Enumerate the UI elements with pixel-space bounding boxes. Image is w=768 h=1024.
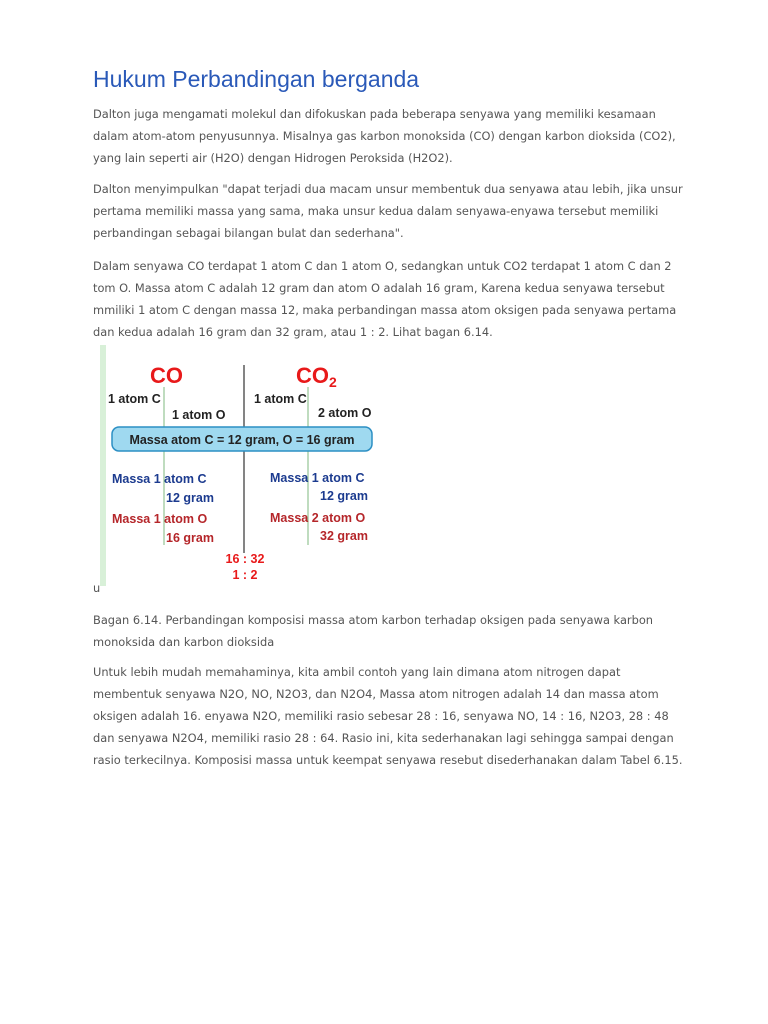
co2-subscript: 2 [329, 374, 337, 390]
co2-formula: CO2 [296, 363, 337, 390]
co-formula: CO [150, 363, 183, 388]
right-mass-o-label: Massa 2 atom O [270, 511, 366, 525]
right-mass-c-value: 12 gram [320, 489, 368, 503]
stray-letter: u [93, 581, 101, 595]
right-atom-o: 2 atom O [318, 406, 372, 420]
figure-caption: Bagan 6.14. Perbandingan komposisi massa atom karbon terhadap oksigen pada senyawa karbon monoksida dan karbon dioksida [93, 613, 654, 649]
right-mass-o-value: 32 gram [320, 529, 368, 543]
mass-banner-text: Massa atom C = 12 gram, O = 16 gram [129, 433, 355, 447]
paragraph-co-example: Dalam senyawa CO terdapat 1 atom C dan 1 atom O, sedangkan untuk CO2 terdapat 1 atom C dan 2 tom O. Massa atom C adalah 12 gram dan atom O adalah 16 gram, Karena kedua senyawa tersebut mmiliki 1 atom C dengan massa 12, maka perbandingan massa atom oksigen pada senyawa pertama dan kedua adalah 16 gram dan 32 gram, atau 1 : 2. Lihat bagan 6.14. [93, 259, 677, 339]
left-atom-c: 1 atom C [108, 392, 161, 406]
paragraph-nitrogen-example: Untuk lebih mudah memahaminya, kita ambil contoh yang lain dimana atom nitrogen dapat membentuk senyawa N2O, NO, N2O3, dan N2O4, Massa atom nitrogen adalah 14 dan massa atom oksigen adalah 16. enyawa N2O, memiliki rasio sebesar 28 : 16, senyawa NO, 14 : 16, N2O3, 28 : 48 dan senyawa N2O4, memiliki rasio 28 : 64. Rasio ini, kita sederhanakan lagi sehingga sampai dengan rasio terkecilnya. Komposisi massa untuk keempat senyawa resebut disederhanakan dalam Tabel 6.15. [93, 665, 683, 767]
left-strip [100, 345, 106, 586]
right-atom-c: 1 atom C [254, 392, 307, 406]
ratio-simple: 1 : 2 [232, 568, 258, 582]
paragraph-dalton-observation: Dalton juga mengamati molekul dan difokuskan pada beberapa senyawa yang memiliki kesamaan dalam atom-atom penyusunnya. Misalnya gas karbon monoksida (CO) dengan karbon dioksida (CO2), yang lain seperti air (H2O) dengan Hidrogen Peroksida (H2O2). [93, 107, 676, 165]
paragraph-dalton-conclusion: Dalton menyimpulkan "dapat terjadi dua macam unsur membentuk dua senyawa atau lebih, jika unsur pertama memiliki massa yang sama, maka unsur kedua dalam senyawa-enyawa tersebut memiliki perbandingan sebagai bilangan bulat dan sederhana". [93, 182, 683, 240]
left-mass-o-label: Massa 1 atom O [112, 512, 208, 526]
ratio-full: 16 : 32 [225, 552, 265, 566]
co-co2-diagram [100, 345, 387, 586]
left-mass-c-label: Massa 1 atom C [112, 472, 207, 486]
left-mass-c-value: 12 gram [166, 491, 214, 505]
left-mass-o-value: 16 gram [166, 531, 214, 545]
right-mass-c-label: Massa 1 atom C [270, 471, 365, 485]
page-title: Hukum Perbandingan berganda [93, 66, 420, 92]
left-atom-o: 1 atom O [172, 408, 226, 422]
